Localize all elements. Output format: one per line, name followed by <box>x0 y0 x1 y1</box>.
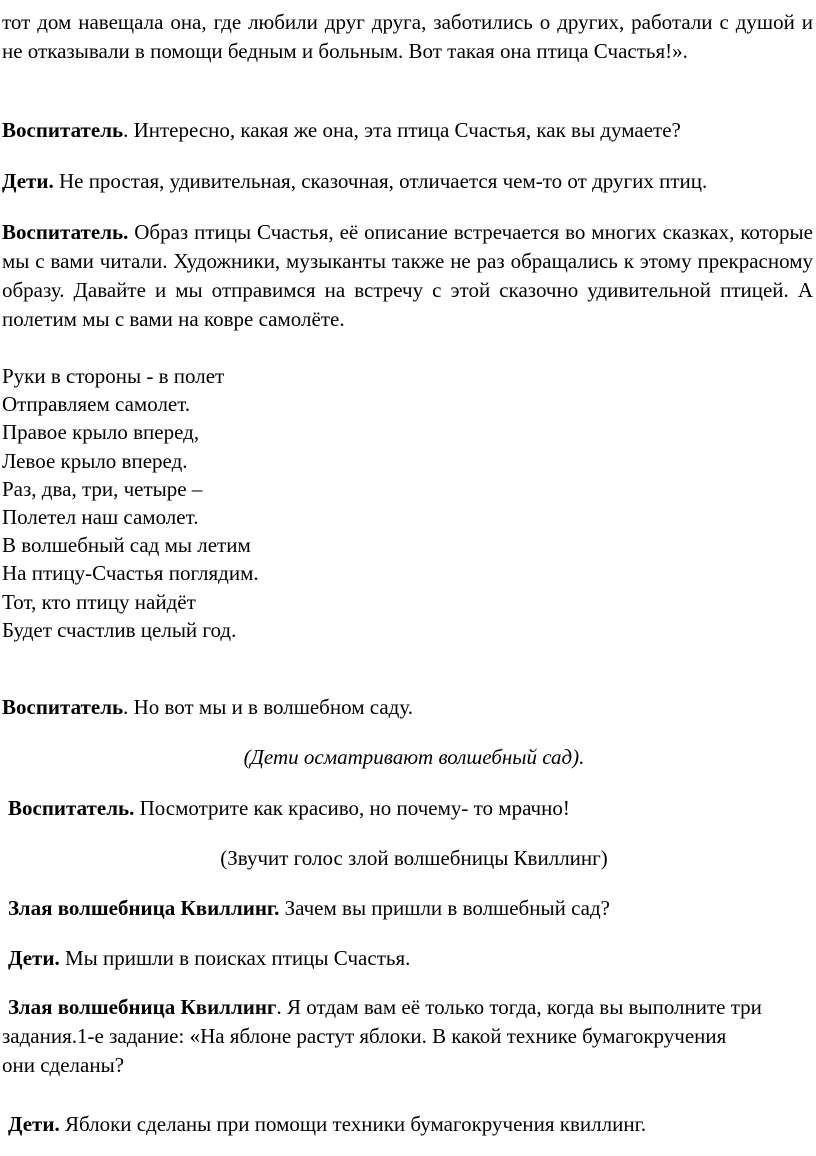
dialogue-text: Посмотрите как красиво, но почему- то мрачно! <box>134 796 570 820</box>
paragraph-teacher-question <box>2 116 813 145</box>
stage-direction-text: (Дети осматривают волшебный сад). <box>243 745 585 769</box>
poem-line: Будет счастлив целый год. <box>2 617 237 642</box>
dialogue-text: . Но вот мы и в волшебном саду. <box>123 695 413 719</box>
dialogue-text: Зачем вы пришли в волшебный сад? <box>279 896 610 920</box>
speaker-label: Воспитатель <box>2 695 124 719</box>
speaker-label: Воспитатель <box>2 118 124 142</box>
stage-direction-children-look <box>6 743 816 772</box>
dialogue-text: . Я отдам вам её только тогда, когда вы выполните три задания.1-е задание: «На яблоне растут яблоки. В какой технике бумагокручения они сделаны? <box>2 995 762 1077</box>
paragraph-text: Не простая, удивительная, сказочная, отличается чем-то от других птиц. <box>53 169 708 193</box>
speaker-label: Воспитатель. <box>2 220 129 244</box>
dialogue-text: Мы пришли в поисках птицы Счастья. <box>59 946 411 970</box>
poem-line: Левое крыло вперед. <box>2 448 188 473</box>
paragraph-text: Образ птицы Счастья, её описание встречается во многих сказках, которые мы с вами читали. Художники, музыканты также не раз обращались к этому прекрасному образу. Давайте и мы отправимся на встречу с этой сказочно удивительной птицей. А полетим мы с вами на ковре самолёте. <box>2 220 813 331</box>
speaker-label: Злая волшебница Квиллинг. <box>8 896 280 920</box>
speaker-label: Злая волшебница Квиллинг <box>8 995 277 1019</box>
poem-line: Раз, два, три, четыре – <box>2 476 203 501</box>
paragraph-text: тот дом навещала она, где любили друг друга, заботились о других, работали с душой и не отказывали в помощи бедным и больным. Вот такая она птица Счастья!». <box>2 10 813 63</box>
poem-line: Отправляем самолет. <box>2 392 191 417</box>
dialogue-teacher-garden <box>2 693 813 722</box>
dialogue-teacher-gloomy <box>8 794 816 823</box>
poem-line: Полетел наш самолет. <box>2 505 199 530</box>
speaker-label: Воспитатель. <box>8 796 135 820</box>
dialogue-children-quilling <box>8 1110 816 1139</box>
poem-line: Руки в стороны - в полет <box>2 364 225 388</box>
speaker-label: Дети. <box>8 946 60 970</box>
dialogue-witch-question <box>8 894 816 923</box>
poem-line: Тот, кто птицу найдёт <box>2 589 196 614</box>
poem-line: В волшебный сад мы летим <box>2 533 251 558</box>
paragraph-children-answer <box>2 167 813 196</box>
speaker-label: Дети. <box>2 169 54 193</box>
poem <box>2 362 259 644</box>
poem-line: На птицу-Счастья поглядим. <box>2 561 259 586</box>
dialogue-children-search <box>8 944 816 973</box>
stage-direction-voice <box>6 844 816 873</box>
stage-direction-text: (Звучит голос злой волшебницы Квиллинг) <box>220 846 608 870</box>
speaker-label: Дети. <box>8 1112 60 1136</box>
paragraph-intro <box>2 8 813 66</box>
poem-line: Правое крыло вперед, <box>2 420 200 445</box>
paragraph-teacher-description <box>2 218 813 334</box>
dialogue-witch-task <box>2 993 762 1080</box>
paragraph-text: . Интересно, какая же она, эта птица Счастья, как вы думаете? <box>123 118 681 142</box>
dialogue-text: Яблоки сделаны при помощи техники бумагокручения квиллинг. <box>59 1112 647 1136</box>
